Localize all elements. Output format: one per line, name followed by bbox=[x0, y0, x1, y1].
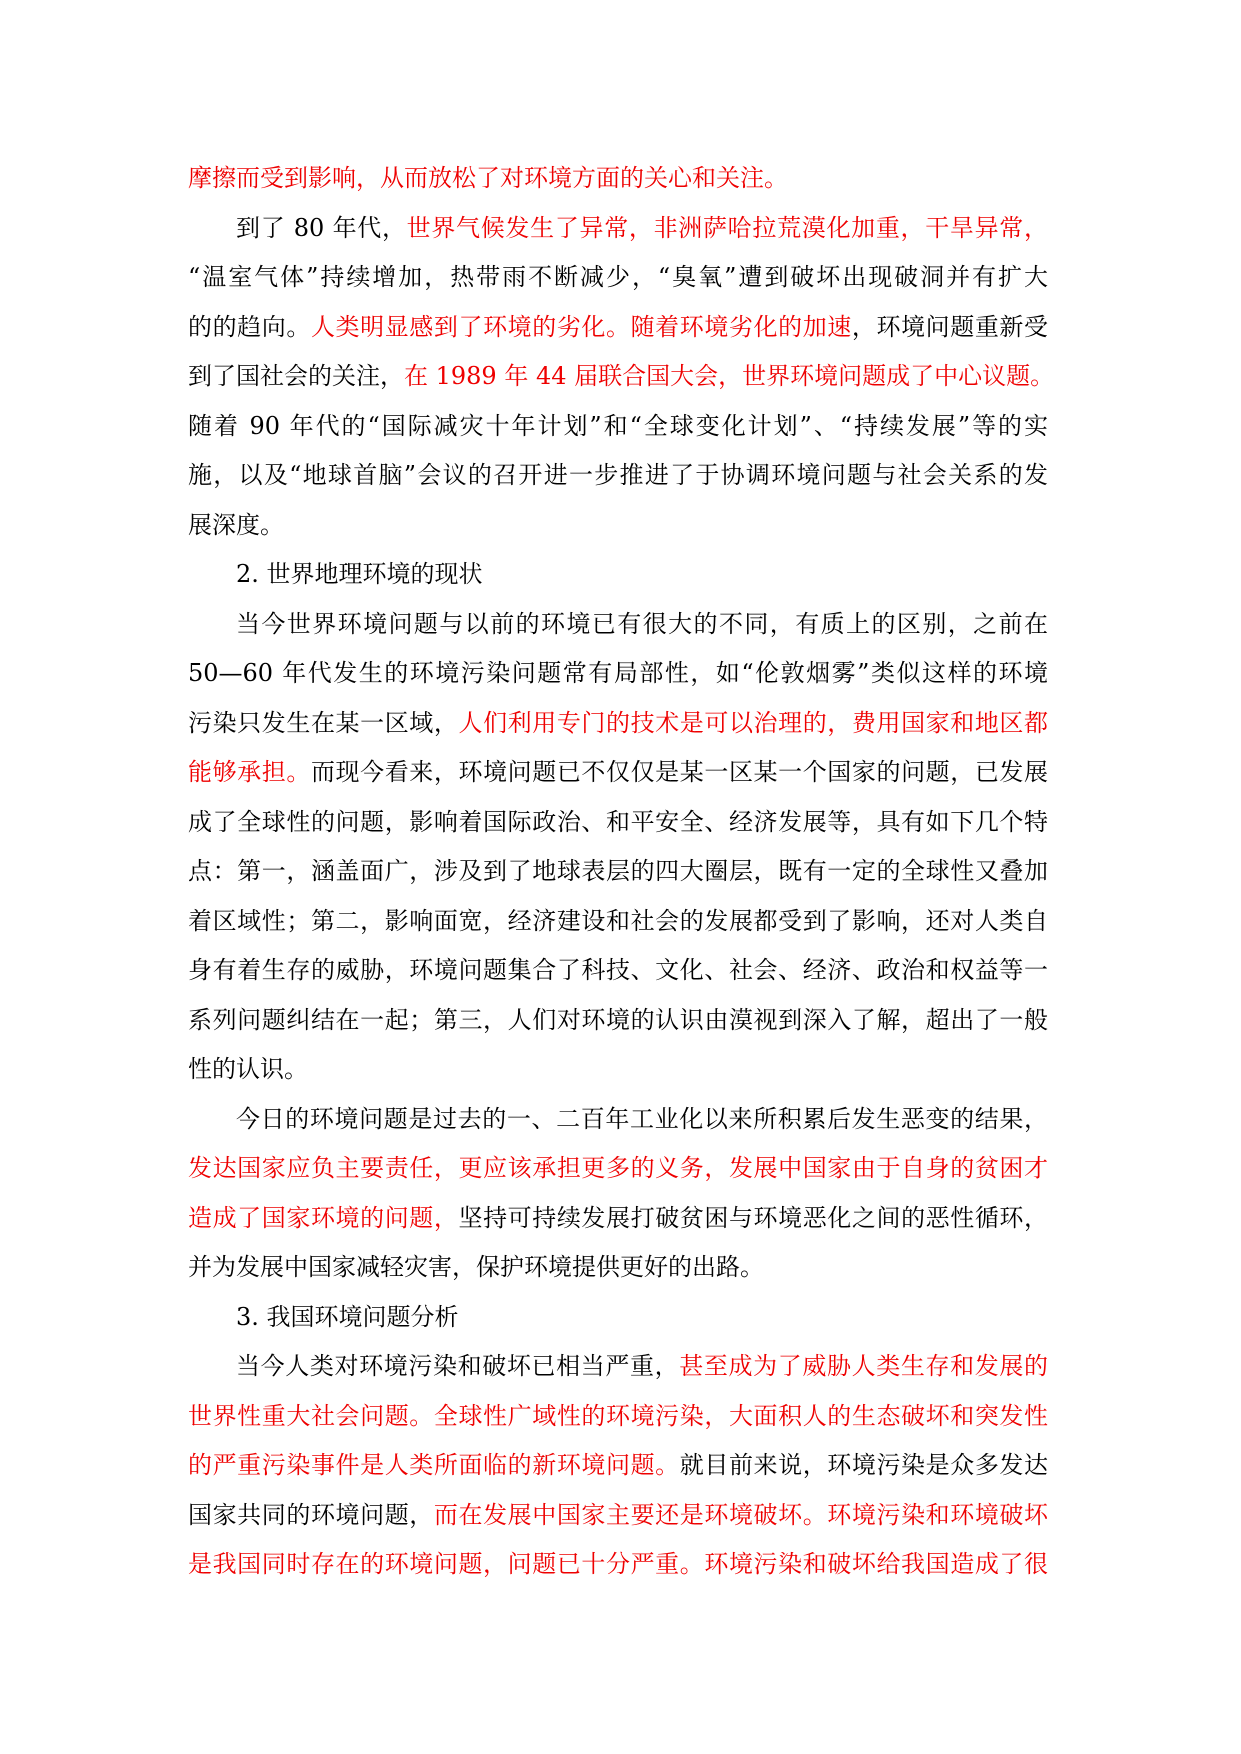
body-text: 2. 世界地理环境的现状 bbox=[236, 560, 483, 588]
body-text: 就目前来说，环境污染是众多发达 bbox=[679, 1451, 1048, 1479]
highlighted-text: 在 1989 年 44 届联合国大会，世界环境问题成了中心议题。 bbox=[404, 362, 1055, 390]
highlighted-text: 世界性重大社会问题。全球性广域性的环境污染，大面积人的生态破坏和突发性 bbox=[188, 1401, 1048, 1430]
text-line bbox=[188, 1194, 1048, 1244]
text-line bbox=[188, 451, 1048, 501]
body-text: 50—60 年代发生的环境污染问题常有局部性，如“伦敦烟雾”类似这样的环境 bbox=[188, 659, 1048, 687]
text-line bbox=[188, 402, 1048, 452]
text-line bbox=[188, 1491, 1048, 1541]
text-line bbox=[188, 253, 1048, 303]
body-text: 当今人类对环境污染和破坏已相当严重， bbox=[236, 1352, 680, 1380]
highlighted-text: 摩擦而受到影响，从而放松了对环境方面的关心和关注。 bbox=[188, 164, 788, 192]
text-line bbox=[188, 1293, 1048, 1343]
text-line bbox=[188, 550, 1048, 600]
highlighted-text: 甚至成为了威胁人类生存和发展的 bbox=[679, 1352, 1048, 1380]
text-line bbox=[188, 501, 1048, 551]
text-line bbox=[188, 1095, 1048, 1145]
body-text: 点：第一，涵盖面广，涉及到了地球表层的四大圈层，既有一定的全球性又叠加 bbox=[188, 857, 1048, 885]
highlighted-text: 人类明显感到了环境的劣化。随着环境劣化的加速 bbox=[310, 312, 852, 341]
text-line bbox=[188, 649, 1048, 699]
body-text: 3. 我国环境问题分析 bbox=[236, 1302, 459, 1331]
text-line bbox=[188, 1045, 1048, 1095]
body-text: 国家共同的环境问题， bbox=[188, 1500, 434, 1529]
text-line bbox=[188, 1243, 1048, 1293]
body-text: 污染只发生在某一区域， bbox=[188, 708, 459, 737]
body-text: ，环境问题重新受 bbox=[851, 312, 1049, 341]
body-text: 随着 90 年代的“国际减灾十年计划”和“全球变化计划”、“持续发展”等的实 bbox=[188, 411, 1048, 440]
highlighted-text: 造成了国家环境的问题， bbox=[188, 1203, 459, 1232]
text-line bbox=[188, 204, 1048, 254]
text-line bbox=[188, 996, 1048, 1046]
highlighted-text: 而在发展中国家主要还是环境破坏。环境污染和环境破坏 bbox=[433, 1500, 1049, 1529]
text-line bbox=[188, 154, 1048, 204]
highlighted-text: 能够承担。 bbox=[188, 758, 311, 786]
text-line bbox=[188, 352, 1055, 402]
document-page bbox=[188, 154, 1055, 1590]
body-text: 成了全球性的问题，影响着国际政治、和平安全、经济发展等，具有如下几个特 bbox=[188, 807, 1048, 836]
body-text: 性的认识。 bbox=[188, 1055, 308, 1083]
highlighted-text: 发达国家应负主要责任，更应该承担更多的义务，发展中国家由于自身的贫困才 bbox=[188, 1154, 1048, 1182]
text-line bbox=[188, 847, 1048, 897]
text-line bbox=[188, 1392, 1048, 1442]
body-text: 今日的环境问题是过去的一、二百年工业化以来所积累后发生恶变的结果， bbox=[236, 1104, 1048, 1133]
body-text: 坚持可持续发展打破贫困与环境恶化之间的恶性循环， bbox=[458, 1203, 1049, 1232]
body-text: 展深度。 bbox=[188, 510, 284, 539]
text-line bbox=[188, 1441, 1048, 1491]
text-line bbox=[188, 748, 1048, 798]
body-text: 到了国社会的关注， bbox=[188, 362, 404, 390]
text-line bbox=[188, 303, 1048, 353]
body-text: 到了 80 年代， bbox=[236, 213, 407, 242]
text-line bbox=[188, 699, 1048, 749]
body-text: “温室气体”持续增加，热带雨不断减少，“臭氧”遭到破坏出现破洞并有扩大 bbox=[188, 263, 1048, 291]
text-line bbox=[188, 946, 1048, 996]
text-line bbox=[188, 1342, 1048, 1392]
body-text: 着区域性；第二，影响面宽，经济建设和社会的发展都受到了影响，还对人类自 bbox=[188, 906, 1048, 935]
highlighted-text: 世界气候发生了异常，非洲萨哈拉荒漠化加重，干旱异常， bbox=[406, 213, 1049, 242]
text-line bbox=[188, 1144, 1048, 1194]
body-text: 并为发展中国家减轻灾害，保护环境提供更好的出路。 bbox=[188, 1253, 764, 1281]
text-line bbox=[188, 600, 1048, 650]
highlighted-text: 的严重污染事件是人类所面临的新环境问题。 bbox=[188, 1451, 680, 1479]
text-line bbox=[188, 1540, 1048, 1590]
body-text: 当今世界环境问题与以前的环境已有很大的不同，有质上的区别，之前在 bbox=[236, 609, 1048, 638]
highlighted-text: 是我国同时存在的环境问题，问题已十分严重。环境污染和破坏给我国造成了很 bbox=[188, 1550, 1048, 1578]
highlighted-text: 人们利用专门的技术是可以治理的，费用国家和地区都 bbox=[458, 708, 1049, 737]
text-line bbox=[188, 798, 1048, 848]
body-text: 而现今看来，环境问题已不仅仅是某一区某一个国家的问题，已发展 bbox=[310, 758, 1049, 786]
body-text: 身有着生存的威胁，环境问题集合了科技、文化、社会、经济、政治和权益等一 bbox=[188, 956, 1048, 984]
body-text: 的的趋向。 bbox=[188, 312, 311, 341]
body-text: 施，以及“地球首脑”会议的召开进一步推进了于协调环境问题与社会关系的发 bbox=[188, 461, 1048, 489]
text-line bbox=[188, 897, 1048, 947]
body-text: 系列问题纠结在一起；第三，人们对环境的认识由漠视到深入了解，超出了一般 bbox=[188, 1005, 1048, 1034]
